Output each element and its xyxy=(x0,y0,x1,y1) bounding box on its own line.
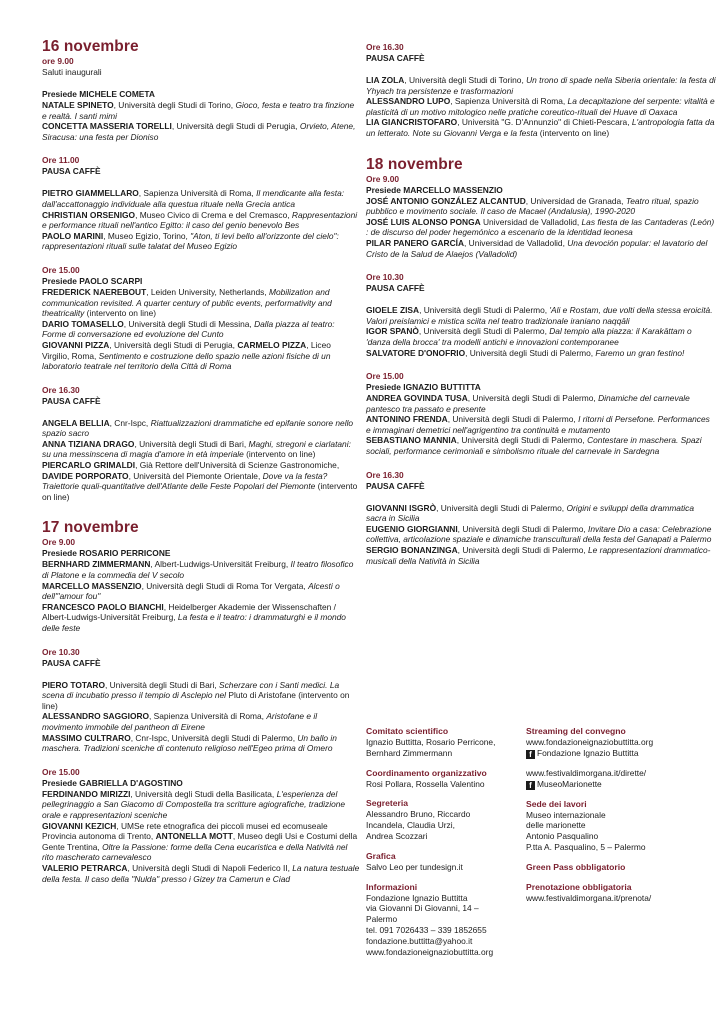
speaker-name: GIOVANNI PIZZA xyxy=(42,339,110,350)
speaker-affiliation: , Università degli Studi di Bari, xyxy=(134,438,249,449)
talk-entry xyxy=(42,210,360,231)
spacer xyxy=(42,78,360,89)
info-line: Museo internazionale xyxy=(526,809,606,820)
info-block xyxy=(526,882,716,904)
speaker-affiliation: , Museo Civico di Crema e del Cremasco, xyxy=(135,209,292,220)
talk-title: Gioco, festa e teatro tra finzione e realtà. I santi mimi xyxy=(42,100,355,121)
session-time: Ore 16.30 xyxy=(366,469,404,480)
talk-entry xyxy=(366,524,716,545)
session-chair: Presiede MARCELLO MASSENZIO xyxy=(366,184,503,195)
facebook-page: MuseoMarionette xyxy=(537,778,602,789)
speaker-affiliation: , Universidad de Valladolid, xyxy=(464,237,568,248)
spacer xyxy=(42,177,360,188)
info-line: Bernhard Zimmermann xyxy=(366,747,453,758)
talk-title: Invitare Dio a casa: Celebrazione collettiva, articolazione spaziale e dinamiche transculturali della festa del Ganapati a Palermo xyxy=(366,523,712,545)
day-start-time: ore 9.00 xyxy=(42,56,74,66)
session xyxy=(366,470,716,567)
facebook-icon: f xyxy=(526,781,535,790)
speaker-affiliation: Universidad de Valladolid, xyxy=(480,216,582,227)
talk-title: Dove va la festa? Traiettorie quali-quantitative dell'Atlante delle Feste Popolari del Piemonte xyxy=(42,470,328,492)
talk-entry xyxy=(42,789,360,821)
info-line: fondazione.buttitta@yahoo.it xyxy=(366,935,473,946)
talk-entry xyxy=(42,418,360,439)
speaker-name: FERDINANDO MIRIZZI xyxy=(42,788,131,799)
talk-title: Contestare in maschera. Spazi sociali, performance cerimoniali e simbolismo rituale del carnevale in Sardegna xyxy=(366,435,702,457)
session-time: Ore 16.30 xyxy=(42,384,80,395)
spacer xyxy=(366,64,716,75)
talk-entry xyxy=(366,238,716,259)
talk-entry xyxy=(366,435,716,456)
speaker-name: JOSÉ ANTONIO GONZÁLEZ ALCANTUD xyxy=(366,195,526,206)
speaker-affiliation: , Università degli Studi di Torino, xyxy=(404,75,527,85)
talk-note: (intervento on line) xyxy=(42,481,358,502)
info-line: P.tta A. Pasqualino, 5 – Palermo xyxy=(526,841,646,852)
talk-title: Las fiesta de las Cantaderas (León) : de discurso del poder hegemónico a escenario de la identidad leonesa xyxy=(366,216,715,238)
talk-title: Origini e sviluppi della drammatica sacra in Sicilia xyxy=(366,502,694,524)
speaker-affiliation: , Liceo Virgilio, Roma, xyxy=(42,339,331,361)
session-note: Saluti inaugurali xyxy=(42,67,102,77)
facebook-icon: f xyxy=(526,750,535,759)
talk-entry xyxy=(366,503,716,524)
speaker-name: ANTONINO FRENDA xyxy=(366,414,448,425)
session-time: Ore 10.30 xyxy=(42,646,80,657)
speaker-name: PILAR PANERO GARCÍA xyxy=(366,237,465,248)
speaker-name: ALESSANDRO SAGGIORO xyxy=(42,711,150,722)
info-line: via Giovanni Di Giovanni, 14 – xyxy=(366,903,479,914)
day-title: 16 novembre xyxy=(42,38,139,55)
speaker-name: NATALE SPINETO xyxy=(42,100,114,110)
talk-entry xyxy=(366,348,716,359)
talk-entry xyxy=(366,393,716,414)
spacer xyxy=(366,492,716,503)
speaker-affiliation: , Università degli Studi di Palermo, xyxy=(418,326,550,337)
talk-note: (intervento on line) xyxy=(84,308,157,319)
talk-title: Un ballo in maschera. Tradizioni sceniche di contenuto religioso nell'Egeo prima di Omero xyxy=(42,732,337,754)
talk-title: Una devoción popular: el lavatorio del Cristo de la Salud de Alaejos (Valladolid) xyxy=(366,237,708,259)
spacer xyxy=(42,407,360,418)
info-title: Informazioni xyxy=(366,881,418,892)
info-line: Palermo xyxy=(366,914,398,925)
spacer xyxy=(42,669,360,680)
speaker-affiliation: , Museo degli Usi e Costumi della Gente Trentina, xyxy=(42,831,358,852)
session xyxy=(42,155,360,252)
talk-title: Scherzare con i Santi medici. La scena di incubatio presso il tempio di Asclepio nel xyxy=(42,679,340,701)
speaker-affiliation: , Università degli Studi di Torino, xyxy=(113,100,236,110)
day-start-time: Ore 9.00 xyxy=(42,537,76,548)
speaker-affiliation: , Sapienza Università di Roma, xyxy=(149,711,267,722)
speaker-name: PIETRO GIAMMELLARO xyxy=(42,188,139,199)
session xyxy=(42,548,360,633)
speaker-name: BERNHARD ZIMMERMANN xyxy=(42,559,151,570)
speaker-name: ANNA TIZIANA DRAGO xyxy=(42,438,135,449)
info-block xyxy=(366,768,526,790)
break-label: PAUSA CAFFÈ xyxy=(366,53,425,63)
info-line: Incandela, Claudia Urzi, xyxy=(366,820,455,831)
speaker-name: ALESSANDRO LUPO xyxy=(366,96,451,107)
talk-title: Oltre la Passione: forme della Cena eucaristica e della Natività nel rito mascherato carnevalesco xyxy=(42,841,348,863)
info-line: www.festivaldimorgana.it/dirette/ xyxy=(526,767,647,778)
info-column-left xyxy=(366,726,526,966)
program-column-left xyxy=(42,38,360,884)
break-label: PAUSA CAFFÈ xyxy=(42,166,101,177)
info-line: Alessandro Bruno, Riccardo xyxy=(366,809,471,820)
info-block xyxy=(526,726,716,759)
speaker-affiliation: , Università del Piemonte Orientale, xyxy=(128,470,263,481)
info-block xyxy=(526,768,716,790)
speaker-name: ANDREA GOVINDA TUSA xyxy=(366,393,468,404)
break-label: PAUSA CAFFÈ xyxy=(42,657,101,668)
speaker-name: ANGELA BELLIA xyxy=(42,417,110,428)
speaker-affiliation: , Università degli Studi di Palermo, xyxy=(456,435,588,446)
info-title: Sede dei lavori xyxy=(526,798,587,809)
speaker-affiliation: , Università degli Studi della Basilicata, xyxy=(130,788,277,799)
talk-entry xyxy=(366,96,716,117)
speaker-affiliation: , Heidelberger Akademie der Wissenschaften / Albert-Ludwigs-Universität Freiburg, xyxy=(42,601,336,623)
speaker-name: JOSÉ LUIS ALONSO PONGA xyxy=(366,216,481,227)
session-chair: Presiede IGNAZIO BUTTITTA xyxy=(366,382,481,393)
info-title: Comitato scientifico xyxy=(366,726,449,736)
info-line: delle marionette xyxy=(526,820,586,831)
talk-entry xyxy=(42,863,360,884)
talk-title: "Aton, ti levi bello all'orizzonte del cielo": rappresentazioni rituali sulle talatat del Museo Egizio xyxy=(42,230,339,252)
talk-note: (intervento on line) xyxy=(243,449,316,460)
info-block xyxy=(366,851,526,873)
speaker-affiliation: , Università degli Studi di Palermo, xyxy=(436,502,567,513)
speaker-name: SERGIO BONANZINGA xyxy=(366,545,458,556)
info-title: Green Pass obbligatorio xyxy=(526,861,626,872)
day-title: 18 novembre xyxy=(366,155,463,173)
session-chair: Presiede PAOLO SCARPI xyxy=(42,275,143,286)
break-label: PAUSA CAFFÈ xyxy=(42,395,101,406)
talk-entry xyxy=(42,821,360,863)
facebook-line xyxy=(526,779,716,790)
talk-title: L'esperienza del pellegrinaggio a San Giacomo di Compostella tra scritture agiografiche, tradizione orale e rappresentazioni sceniche xyxy=(42,788,346,820)
speaker-name: VALERIO PETRARCA xyxy=(42,862,128,873)
talk-entry xyxy=(42,602,360,634)
speaker-name: PIERCARLO GRIMALDI xyxy=(42,460,136,471)
info-block xyxy=(526,799,716,853)
speaker-affiliation: , Sapienza Università di Roma, xyxy=(138,188,257,199)
session-time: Ore 11.00 xyxy=(42,155,80,166)
day-title: 17 novembre xyxy=(42,519,139,537)
talk-title: Rappresentazioni e performance rituali nell'antico Egitto: il caso del genio benevolo Bes xyxy=(42,209,358,231)
talk-entry xyxy=(42,460,360,502)
spacer xyxy=(366,294,716,305)
speaker-affiliation: , Università degli Studi di Roma Tor Vergata, xyxy=(141,580,309,591)
speaker-affiliation: , Università degli Studi di Palermo, xyxy=(457,523,589,534)
speaker-name: IGOR SPANÒ xyxy=(366,326,419,337)
speaker-name: GIOELE ZISA xyxy=(366,305,420,316)
talk-title: I ritorni di Persefone. Performances e immaginari demetrici nell'agrigentino tra continuità e mutamento xyxy=(366,414,710,435)
break-label: PAUSA CAFFÈ xyxy=(366,480,425,491)
session xyxy=(42,67,360,142)
talk-entry xyxy=(366,326,716,347)
info-block xyxy=(366,882,526,958)
talk-entry xyxy=(42,188,360,209)
info-line: tel. 091 7026433 – 339 1852655 xyxy=(366,924,487,935)
speaker-affiliation: , Universidad de Granada, xyxy=(525,195,626,206)
info-line: www.festivaldimorgana.it/prenota/ xyxy=(526,892,652,903)
talk-entry xyxy=(42,439,360,460)
talk-entry xyxy=(366,414,716,435)
talk-entry xyxy=(366,75,716,96)
facebook-page: Fondazione Ignazio Buttitta xyxy=(537,747,639,758)
session xyxy=(42,385,360,503)
speaker-affiliation: , Cnr-Ispc, Università degli Studi di Palermo, xyxy=(130,732,298,743)
day-block xyxy=(42,519,360,884)
speaker-affiliation: , Università degli Studi di Perugia, xyxy=(109,339,238,350)
talk-entry xyxy=(42,100,360,121)
speaker-name: MARCELLO MASSENZIO xyxy=(42,580,142,591)
talk-title: La festa e il teatro: i drammaturghi e il mondo delle feste xyxy=(42,612,346,633)
info-line: www.fondazioneignaziobuttitta.org xyxy=(526,737,654,747)
session-chair: Presiede ROSARIO PERRICONE xyxy=(42,548,171,559)
session xyxy=(42,265,360,372)
info-block xyxy=(366,798,526,841)
speaker-affiliation: , Università degli Studi di Palermo, xyxy=(447,414,579,425)
speaker-name: CONCETTA MASSERIA TORELLI xyxy=(42,121,172,132)
session-time: Ore 16.30 xyxy=(366,42,404,52)
break-label: PAUSA CAFFÈ xyxy=(366,283,425,294)
speaker-affiliation: , Leiden University, Netherlands, xyxy=(146,286,269,297)
session xyxy=(366,371,716,457)
talk-entry xyxy=(366,217,716,238)
speaker-name: FREDERICK NAEREBOUT xyxy=(42,286,147,297)
talk-entry xyxy=(42,231,360,252)
info-column-right xyxy=(526,726,716,913)
talk-title: Aristofane e il movimento immobile del pantheon di Eirene xyxy=(42,711,318,732)
info-line: Ignazio Buttitta, Rosario Perricone, xyxy=(366,737,496,747)
talk-title: Mobilization and communication revisited. A quarter century of public events, performativity and theatricality xyxy=(42,286,332,319)
session-time: Ore 15.00 xyxy=(42,264,80,275)
speaker-name: LIA GIANCRISTOFARO xyxy=(366,117,458,128)
info-title: Segreteria xyxy=(366,798,409,809)
talk-title: Dal tempio alla piazza: il Karakāttam o 'danza della brocca' tra modelli antichi e innovazioni contemporanee xyxy=(366,326,692,347)
day-start-time: Ore 9.00 xyxy=(366,173,400,184)
speaker-name: ANTONELLA MOTT xyxy=(155,831,233,842)
talk-title: L'antropologia fatta da un letterato. Note su Giovanni Verga e la festa xyxy=(366,117,715,138)
talk-entry xyxy=(42,287,360,319)
info-title: Coordinamento organizzativo xyxy=(366,767,487,778)
program-column-right xyxy=(366,42,716,566)
speaker-name: PAOLO MARINI xyxy=(42,230,104,241)
session-chair: Presiede MICHELE COMETA xyxy=(42,89,155,99)
day-block xyxy=(366,42,716,139)
info-line: Salvo Leo per tundesign.it xyxy=(366,861,463,872)
session-time: Ore 10.30 xyxy=(366,272,404,283)
talk-title: Alcesti o dell'"amour fou" xyxy=(42,580,340,602)
talk-title: Maghi, stregoni e ciarlatani: su una messinscena di magia d'amore in età imperiale xyxy=(42,438,351,460)
talk-entry xyxy=(366,545,716,566)
info-block xyxy=(366,726,526,759)
speaker-affiliation: , Già Rettore dell'Università di Scienze Gastronomiche, xyxy=(135,460,340,471)
info-title: Streaming del convegno xyxy=(526,726,626,736)
talk-title: Orvieto, Atene, Siracusa: una festa per Dioniso xyxy=(42,121,356,142)
talk-entry xyxy=(366,305,716,326)
talk-entry xyxy=(42,733,360,754)
session xyxy=(366,42,716,139)
info-title: Prenotazione obbligatoria xyxy=(526,881,632,892)
facebook-line xyxy=(526,748,716,759)
info-line: Andrea Scozzari xyxy=(366,830,428,841)
session-time: Ore 15.00 xyxy=(366,371,404,382)
speaker-affiliation: , Università degli Studi di Messina, xyxy=(123,318,255,329)
talk-entry xyxy=(42,711,360,732)
info-block xyxy=(526,862,716,873)
talk-title: Le rappresentazioni drammatico-musicali della Natività in Sicilia xyxy=(366,545,711,566)
session xyxy=(366,185,716,260)
speaker-name: EUGENIO GIORGIANNI xyxy=(366,523,458,534)
session-chair: Presiede GABRIELLA D'AGOSTINO xyxy=(42,777,183,788)
talk-entry xyxy=(42,581,360,602)
talk-note: Pluto di Aristofane (intervento on line) xyxy=(42,690,350,711)
talk-note: (intervento on line) xyxy=(537,127,610,138)
speaker-name: CARMELO PIZZA xyxy=(237,339,307,350)
talk-title: Riattualizzazioni drammatiche ed epifanie sonore nello spazio sacro xyxy=(42,417,354,439)
session xyxy=(366,272,716,358)
speaker-name: PIERO TOTARO xyxy=(42,679,105,690)
speaker-name: LIA ZOLA xyxy=(366,75,405,85)
talk-title: Un trono di spade nella Siberia orientale: la festa di Yhyach tra persistenze e trasformazioni xyxy=(366,75,716,96)
talk-title: Dinamiche del carnevale pantesco tra passato e presente xyxy=(366,393,690,414)
talk-entry xyxy=(42,319,360,340)
speaker-affiliation: , Università "G. D'Annunzio" di Chieti-Pescara, xyxy=(457,117,632,128)
speaker-affiliation: , Museo Egizio, Torino, xyxy=(103,230,191,241)
speaker-name: SEBASTIANO MANNIA xyxy=(366,435,457,446)
session xyxy=(42,767,360,884)
speaker-affiliation: , Università degli Studi di Bari, xyxy=(104,679,220,690)
speaker-affiliation: , Università degli Studi di Palermo, xyxy=(419,305,550,316)
talk-title: La decapitazione del serpente: vitalità e plasticità di un motivo mitologico nelle pratiche coreutico-rituali dei Huave di Oaxaca xyxy=(366,96,715,117)
talk-title: Il teatro filosofico di Platone e la commedia del V secolo xyxy=(42,559,354,581)
speaker-affiliation: , Università degli Studi di Palermo, xyxy=(457,545,589,556)
speaker-affiliation: , Albert-Ludwigs-Universität Freiburg, xyxy=(150,559,291,570)
talk-title: Sentimento e costruzione dello spazio nelle azioni fisiche di un laboratorio teatrale nel territorio della Città di Roma xyxy=(42,350,331,372)
info-line: Rosi Pollara, Rossella Valentino xyxy=(366,778,485,789)
talk-entry xyxy=(42,680,360,712)
speaker-name: GIOVANNI ISGRÒ xyxy=(366,502,437,513)
talk-entry xyxy=(42,340,360,372)
speaker-affiliation: , Sapienza Università di Roma, xyxy=(450,96,568,107)
speaker-name: FRANCESCO PAOLO BIANCHI xyxy=(42,601,164,612)
speaker-name: DARIO TOMASELLO xyxy=(42,318,124,329)
speaker-affiliation: , Cnr-Ispc, xyxy=(109,417,151,428)
info-title: Grafica xyxy=(366,850,396,861)
speaker-name: SALVATORE D'ONOFRIO xyxy=(366,347,466,358)
talk-title: Il mendicante alla festa: dall'accattonaggio individuale alla questua rituale nella Grecia antica xyxy=(42,188,345,209)
talk-title: 'Ali e Rostam, due volti della stessa eroicità. Valori preislamici e mistica sciita nel teatro tradizionale iraniano naqqāli xyxy=(366,305,713,326)
speaker-affiliation: , UMSe rete etnografica dei piccoli musei ed ecomuseale Provincia autonoma di Trento, xyxy=(42,820,328,842)
talk-title: Faremo un gran festino! xyxy=(595,347,685,358)
talk-entry xyxy=(366,117,716,138)
talk-entry xyxy=(42,559,360,580)
speaker-affiliation: , Università degli Studi di Palermo, xyxy=(467,393,599,404)
speaker-affiliation: , Università degli Studi di Napoli Federico II, xyxy=(127,862,293,873)
talk-entry xyxy=(42,121,360,142)
talk-title: La natura testuale della festa. Il caso della "Nulda" presso i Gizey tra Camerun e Ciad xyxy=(42,862,360,884)
info-line: www.fondazioneignaziobuttitta.org xyxy=(366,946,494,957)
day-block xyxy=(42,38,360,502)
session-time: Ore 15.00 xyxy=(42,766,80,777)
speaker-name: MASSIMO CULTRARO xyxy=(42,732,131,743)
info-line: Fondazione Ignazio Buttitta xyxy=(366,892,468,903)
session xyxy=(42,647,360,754)
speaker-affiliation: , Università degli Studi di Palermo, xyxy=(465,347,596,358)
speaker-name: CHRISTIAN ORSENIGO xyxy=(42,209,136,220)
talk-title: Teatro ritual, spazio pubblico e movimento sociale. Il caso de Macael (Andalusia), 1990-2020 xyxy=(366,195,699,217)
speaker-affiliation: , Università degli Studi di Perugia, xyxy=(171,121,300,132)
info-line: Antonio Pasqualino xyxy=(526,831,599,842)
speaker-name: DAVIDE PORPORATO xyxy=(42,470,129,481)
talk-title: Dalla piazza al teatro: Forme di conversazione ed evoluzione del Cunto xyxy=(42,318,335,340)
day-block xyxy=(366,156,716,567)
talk-entry xyxy=(366,196,716,217)
speaker-name: GIOVANNI KEZICH xyxy=(42,820,117,831)
